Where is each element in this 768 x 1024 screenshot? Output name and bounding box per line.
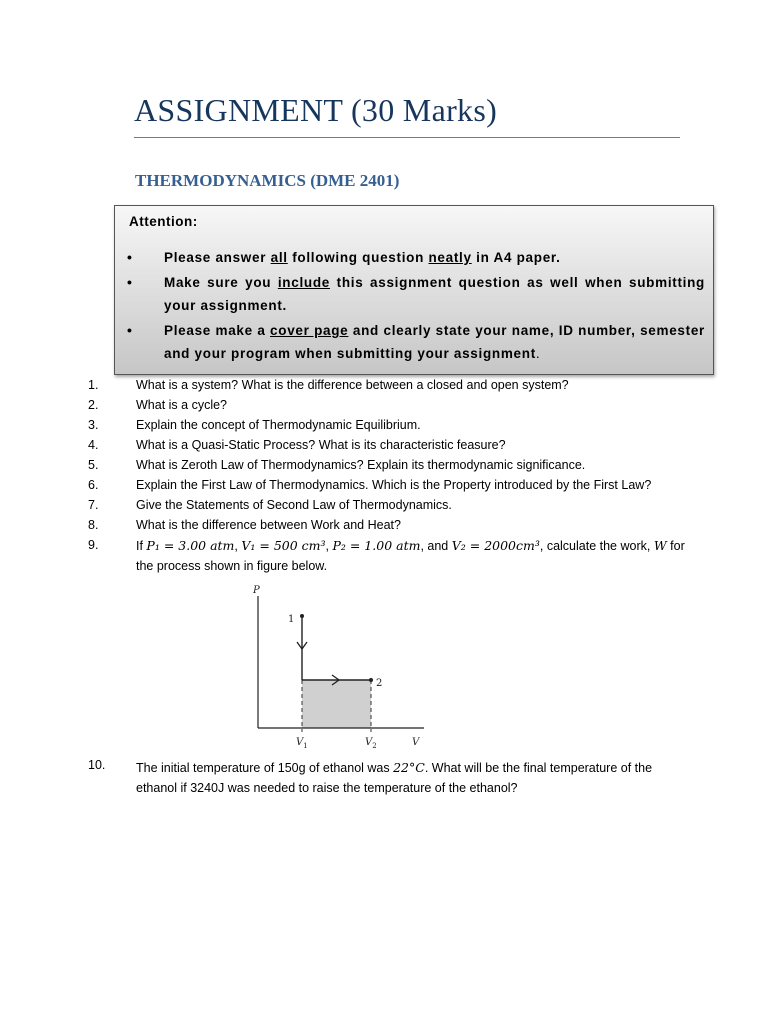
v-axis-label: V <box>412 737 420 748</box>
bullet-dot: • <box>127 249 133 265</box>
math-temperature: 22°C <box>393 760 425 775</box>
question-list <box>88 376 688 576</box>
work-area <box>302 680 371 728</box>
title-underline <box>134 137 680 138</box>
pv-diagram <box>246 582 436 754</box>
bullet-dot: • <box>127 274 133 290</box>
assignment-title: ASSIGNMENT (30 Marks) <box>134 92 498 128</box>
course-subtitle: THERMODYNAMICS (DME 2401) <box>135 171 400 190</box>
attention-bullets <box>125 246 705 367</box>
question-item: 4. What is a Quasi-Static Process? What is its characteristic feasure? <box>88 438 506 452</box>
attention-heading: Attention: <box>129 214 198 229</box>
v2-tick-label: $V_2$ <box>365 737 377 750</box>
question-item: 2. What is a cycle? <box>88 398 228 412</box>
question-item: 7. Give the Statements of Second Law of Thermodynamics. <box>88 498 452 512</box>
attention-box <box>114 205 714 375</box>
state-point-1 <box>300 614 304 618</box>
state-point-2 <box>369 678 373 682</box>
question-item: 1. What is a system? What is the difference between a closed and open system? <box>88 378 569 392</box>
question-item: 5. What is Zeroth Law of Thermodynamics? Explain its thermodynamic significance. <box>88 458 586 472</box>
point-1-label: 1 <box>288 614 295 625</box>
point-2-label: 2 <box>376 678 383 689</box>
math-p2: P₂ = 1.00 atm <box>332 538 421 553</box>
v1-tick-label: $V_1$ <box>296 737 308 750</box>
math-w: W <box>653 538 667 553</box>
question-item: 6. Explain the First Law of Thermodynamics. Which is the Property introduced by the First Law? <box>88 478 652 492</box>
math-p1: P₁ = 3.00 atm <box>146 538 235 553</box>
attention-bullet-3: • Please make a cover page and clearly state your name, ID number, semester and your program when submitting your assignment. <box>125 319 705 365</box>
math-v1: V₁ = 500 cm³ <box>241 538 326 553</box>
bullet-dot: • <box>127 322 133 338</box>
p-axis-label: P <box>253 585 260 596</box>
question-item: 3. Explain the concept of Thermodynamic Equilibrium. <box>88 418 421 432</box>
math-v2: V₂ = 2000cm³ <box>451 538 540 553</box>
attention-bullet-1: • Please answer all following question neatly in A4 paper. <box>125 246 705 269</box>
question-item: 8. What is the difference between Work and Heat? <box>88 518 401 532</box>
question-item-9: 9. If P₁ = 3.00 atm, V₁ = 500 cm³, P₂ = 1.00 atm, and V₂ = 2000cm³, calculate the work, W for the process shown in figure below. <box>88 538 685 573</box>
attention-bullet-2: • Make sure you include this assignment question as well when submitting your assignment. <box>125 271 705 317</box>
